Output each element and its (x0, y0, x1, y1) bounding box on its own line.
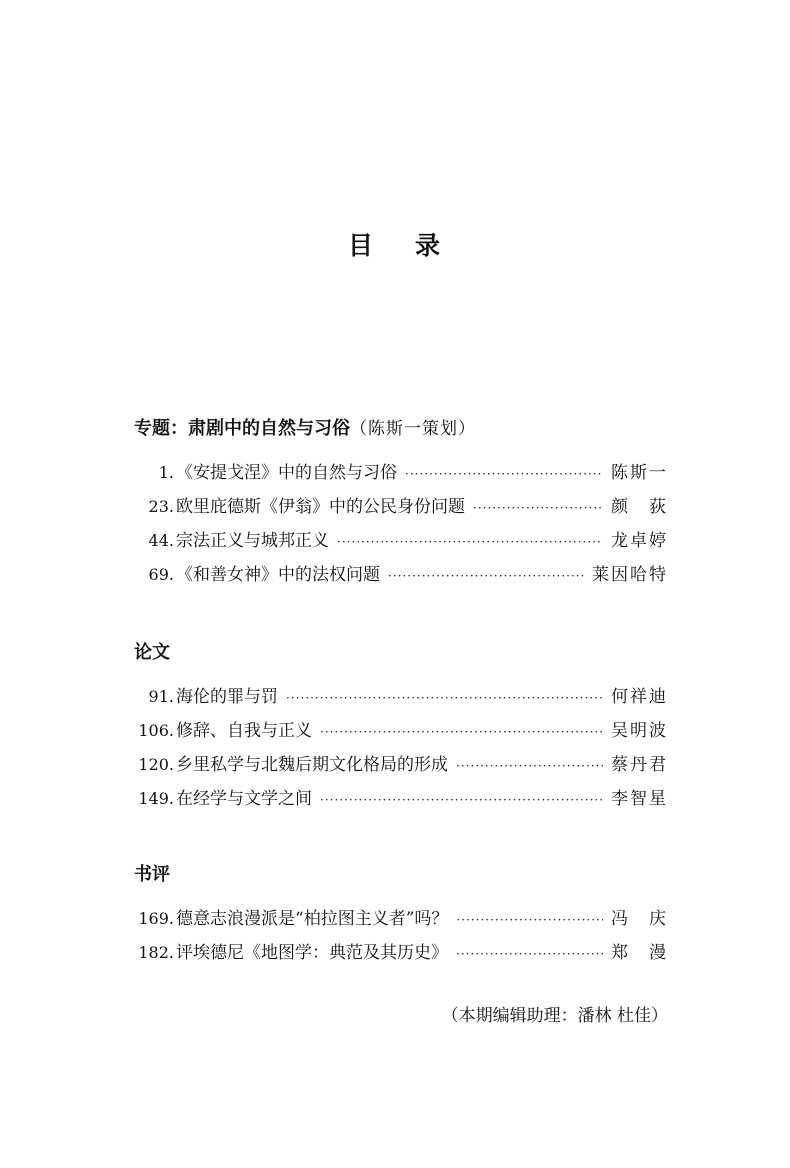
toc-entry-author: 何祥迪 (611, 687, 668, 707)
section-heading-special-topic (134, 414, 476, 440)
section-heading-reviews (134, 860, 170, 886)
toc-entry-title: 在经学与文学之间 (176, 789, 312, 809)
toc-entry-title: 宗法正义与城邦正义 (176, 531, 329, 551)
dot-leader (456, 913, 603, 927)
page-title-char-2: 录 (415, 231, 443, 260)
toc-page-number: 23. (148, 497, 174, 516)
dot-leader (456, 759, 603, 773)
toc-page-number: 149. (138, 789, 174, 808)
toc-entry-title: 《和善女神》中的法权问题 (176, 565, 380, 585)
toc-entry-author: 莱因哈特 (592, 565, 668, 585)
toc-entry-author: 蔡丹君 (611, 755, 668, 775)
toc-entry-author: 陈斯一 (611, 463, 668, 483)
toc-entry[interactable] (120, 458, 668, 484)
toc-page-number: 120. (138, 755, 174, 774)
toc-entry[interactable] (120, 784, 668, 810)
toc-entry-title: 欧里庇德斯《伊翁》中的公民身份问题 (176, 497, 465, 517)
dot-leader (320, 793, 603, 807)
toc-entry-author: 龙卓婷 (611, 531, 668, 551)
toc-entry-title: 评埃德尼《地图学：典范及其历史》 (176, 943, 448, 963)
toc-entry-title: 德意志浪漫派是“柏拉图主义者”吗？ (176, 909, 449, 929)
toc-entry-author: 李智星 (611, 789, 668, 809)
toc-entry[interactable] (120, 716, 668, 742)
toc-page-number: 182. (138, 943, 174, 962)
dot-leader (337, 535, 603, 549)
toc-page-number: 44. (148, 531, 174, 550)
toc-entry-author: 颜 荻 (611, 497, 668, 517)
toc-page-number: 106. (138, 721, 174, 740)
toc-entry-title: 《安提戈涅》中的自然与习俗 (176, 463, 397, 483)
toc-page-number: 1. (158, 463, 174, 482)
toc-entry-title: 海伦的罪与罚 (176, 687, 278, 707)
toc-page-number: 91. (148, 687, 174, 706)
section-heading-text: 论文 (134, 642, 170, 663)
dot-leader (388, 569, 584, 583)
toc-entry-author: 郑 漫 (611, 943, 668, 963)
toc-page-number: 69. (148, 565, 174, 584)
page-title (0, 226, 790, 262)
toc-entry[interactable] (120, 750, 668, 776)
toc-entry[interactable] (120, 682, 668, 708)
section-heading-text: 专题：肃剧中的自然与习俗 (134, 418, 350, 439)
section-heading-text: 书评 (134, 864, 170, 885)
dot-leader (286, 691, 603, 705)
dot-leader (473, 501, 603, 515)
toc-entry[interactable] (120, 560, 668, 586)
dot-leader (405, 467, 603, 481)
toc-entry-title: 乡里私学与北魏后期文化格局的形成 (176, 755, 448, 775)
editorial-assistants-note: （本期编辑助理：潘林 杜佳） (441, 1006, 668, 1026)
section-subheading: （陈斯一策划） (350, 419, 476, 439)
toc-page-number: 169. (138, 909, 174, 928)
toc-entry[interactable] (120, 526, 668, 552)
toc-entry-author: 冯 庆 (611, 909, 668, 929)
dot-leader (320, 725, 603, 739)
toc-entry[interactable] (120, 492, 668, 518)
toc-entry-title: 修辞、自我与正义 (176, 721, 312, 741)
section-heading-papers (134, 638, 170, 664)
toc-entry[interactable] (120, 938, 668, 964)
page-title-char-1: 目 (347, 231, 375, 260)
toc-entry-author: 吴明波 (611, 721, 668, 741)
dot-leader (456, 947, 603, 961)
toc-entry[interactable] (120, 904, 668, 930)
